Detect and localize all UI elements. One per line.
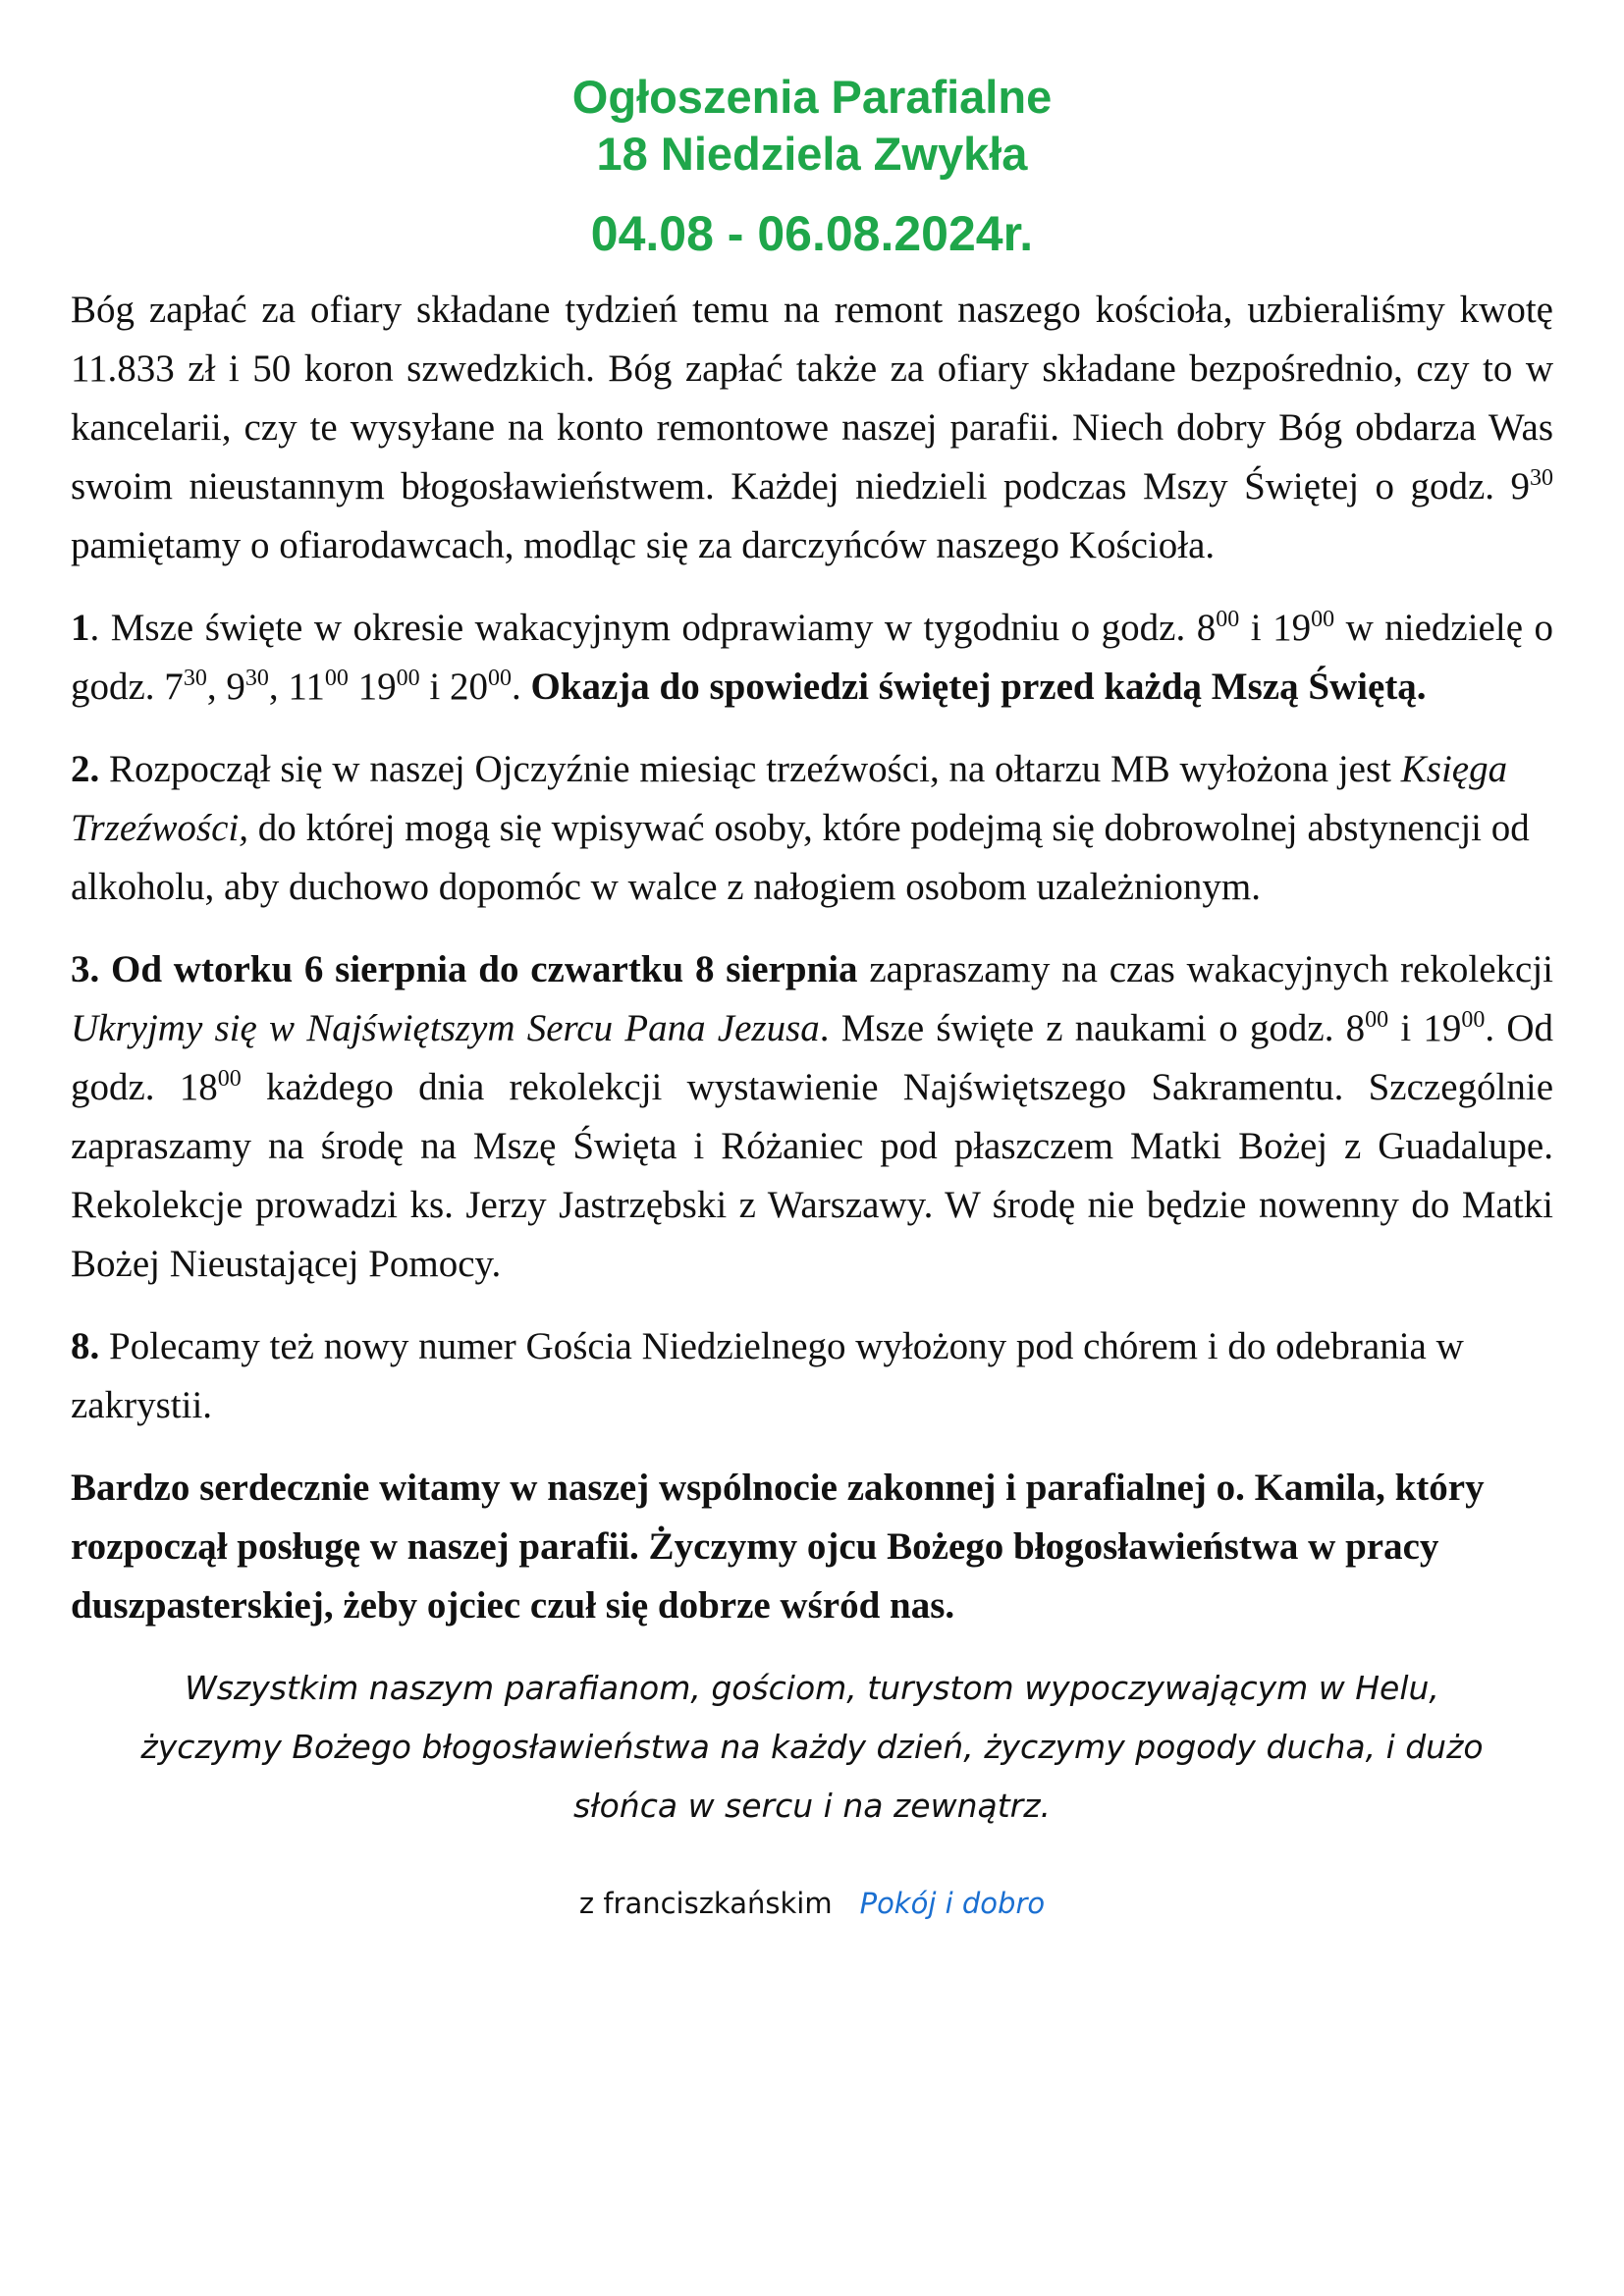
intro-paragraph: Bóg zapłać za ofiary składane tydzień temu na remont naszego kościoła, uzbieraliśmy kwotę 11.833 zł i 50 koron szwedzkich. Bóg zapłać także za ofiary składane bezpośrednio, czy to w kancelarii, czy te wysyłane na konto remontowe naszej parafii. Niech dobry Bóg obdarza Was swoim nieustannym błogosławieństwem. Każdej niedzieli podczas Mszy Świętej o godz. $9^{30}$ pamiętamy o ofiarodawcach, modląc się za darczyńców naszego Kościoła. xyxy=(71,289,1553,566)
retreat-title: Ukryjmy się w Najświętszym Sercu Pana Jezusa xyxy=(71,1007,820,1049)
announcement-item-3: 3. Od wtorku 6 sierpnia do czwartku 8 sierpnia zapraszamy na czas wakacyjnych rekolekcji Ukryjmy się w Najświętszym Sercu Pana Jezusa. Msze święte z naukami o godz. $8^{00}$ i $19^{00}$. Od godz. $18^{00}$ każdego dnia rekolekcji wystawienie Najświętszego Sakramentu. Szczególnie zapraszamy na środę na Mszę Święta i Różaniec pod płaszczem Matki Bożej z Guadalupe. Rekolekcje prowadzi ks. Jerzy Jastrzębski z Warszawy. W środę nie będzie nowenny do Matki Bożej Nieustającej Pomocy. xyxy=(71,948,1553,1285)
announcement-item-1: 1. Msze święte w okresie wakacyjnym odprawiamy w tygodniu o godz. $8^{00}$ i $19^{00}$ w niedzielę o godz. $7^{30}$, $9^{30}$, $11^{00}$ $19^{00}$ i $20^{00}$. Okazja do spowiedzi świętej przed każdą Mszą Świętą. xyxy=(71,607,1554,708)
book-title: Księga Trzeźwości, xyxy=(71,748,1508,849)
item-number: 8. xyxy=(71,1325,100,1367)
welcome-paragraph: Bardzo serdecznie witamy w naszej wspólnocie zakonnej i parafialnej o. Kamila, który rozpoczął posługę w naszej parafii. Życzymy ojcu Bożego błogosławieństwa w pracy duszpasterskiej, żeby ojciec czuł się dobrze wśród nas. xyxy=(71,1467,1485,1627)
signature xyxy=(71,1887,1553,1920)
date-range: 04.08 - 06.08.2024r. xyxy=(590,206,1034,261)
title-line-1: Ogłoszenia Parafialne xyxy=(571,71,1053,123)
closing-wishes: Wszystkim naszym parafianom, gościom, turystom wypoczywającym w Helu, życzymy Bożego błogosławieństwa na każdy dzień, życzymy pogody ducha, i dużo słońca w sercu i na zewnątrz. xyxy=(140,1669,1484,1825)
signature-prefix: z franciszkańskim xyxy=(578,1887,833,1920)
signature-motto: Pokój i dobro xyxy=(859,1887,1046,1920)
title-line-2: 18 Niedziela Zwykła xyxy=(596,128,1028,180)
item-number: 2. xyxy=(71,748,100,790)
confession-note: Okazja do spowiedzi świętej przed każdą Mszą Świętą. xyxy=(530,666,1427,708)
announcement-item-2: 2. Rozpoczął się w naszej Ojczyźnie miesiąc trzeźwości, na ołtarzu MB wyłożona jest Księga Trzeźwości, do której mogą się wpisywać osoby, które podejmą się dobrowolnej abstynencji od alkoholu, aby duchowo dopomóc w walce z nałogiem osobom uzależnionym. xyxy=(71,748,1530,908)
announcement-item-8: 8. Polecamy też nowy numer Gościa Niedzielnego wyłożony pod chórem i do odebrania w zakrystii. xyxy=(71,1325,1464,1426)
page-title xyxy=(71,69,1553,183)
retreat-dates: 3. Od wtorku 6 sierpnia do czwartku 8 sierpnia xyxy=(71,948,858,990)
announcement-page xyxy=(71,69,1553,1920)
item-number: 1 xyxy=(71,607,90,649)
